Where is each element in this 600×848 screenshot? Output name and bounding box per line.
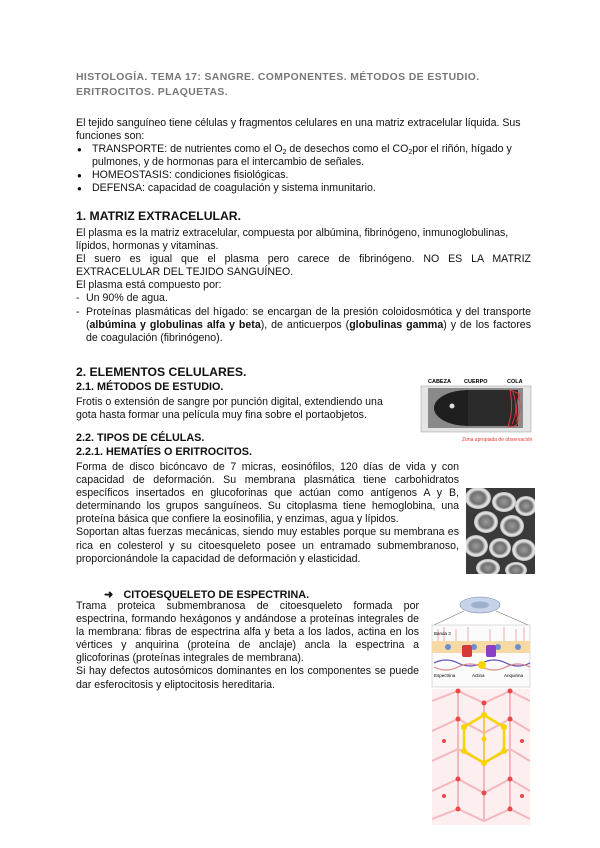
item-text: ), de anticuerpos ( <box>260 318 350 331</box>
header-line-1: HISTOLOGÍA. TEMA 17: SANGRE. COMPONENTES. MÉTODOS DE ESTUDIO. <box>76 72 480 83</box>
bold-term: globulinas gamma <box>349 318 444 331</box>
subscript: 2 <box>282 149 287 157</box>
paragraph: El suero es igual que el plasma pero carece de fibrinógeno. NO ES LA MATRIZ EXTRACELULAR DEL TEJIDO SANGUÍNEO. <box>76 253 531 279</box>
erythrocyte-illustration <box>466 488 535 574</box>
paragraph: El plasma está compuesto por: <box>76 279 222 292</box>
bullet-text: TRANSPORTE: de nutrientes como el O <box>92 143 283 156</box>
paragraph: Trama proteica submembranosa de citoesqueleto formada por espectrina, formando hexágonos y andándose a proteínas integrales de la membrana: fibras de espectrina alfa y beta a los lados, actina en los vértices y anquirina (proteína de anclaje) ancla la espectrina a glicoforinas (proteínas integrales de membrana). <box>76 600 419 665</box>
label-body: CUERPO <box>464 379 488 385</box>
blood-smear-figure <box>418 374 534 444</box>
paragraph: Si hay defectos autosómicos dominantes en los componentes se puede dar esferocitosis y eliptocitosis hereditaria. <box>76 665 419 691</box>
paragraph-eritrocitos-a <box>76 461 531 601</box>
functions-list <box>76 143 531 195</box>
section-matriz <box>76 209 531 345</box>
label-band3: Banda 3 <box>434 631 451 636</box>
intro-section <box>76 117 531 196</box>
label-actin: Actina <box>472 673 485 678</box>
list-item: ● DEFENSA: capacidad de coagulación y sistema inmunitario. <box>76 182 531 195</box>
bold-term: albúmina y globulinas alfa y beta <box>89 318 261 331</box>
intro-paragraph: El tejido sanguíneo tiene células y fragmentos celulares en una matriz extracelular líquida. Sus funciones son: <box>76 117 521 143</box>
paragraph: Soportan altas fuerzas mecánicas, siendo muy estables porque su membrana es rica en colesterol y su citoesqueleto posee un entramado submembranoso, proporcionándole la capacidad de deformación y elasticidad. <box>76 526 459 565</box>
subsection-title: 2.1. MÉTODOS DE ESTUDIO. <box>76 381 224 393</box>
bullet-text: por el riñón, hígado y pulmones, y de hormonas para el intercambio de señales. <box>92 143 512 169</box>
label-ankyrin: Anquirina <box>504 673 524 678</box>
label-head: CABEZA <box>428 379 451 385</box>
spectrin-cytoskeleton-figure <box>428 591 534 825</box>
list-item: ● HOMEOSTASIS: condiciones fisiológicas. <box>76 169 531 182</box>
caption-observation-zone: Zona apropiada de observación <box>462 437 533 443</box>
label-tail: COLA <box>507 379 523 385</box>
subscript: 2 <box>408 149 413 157</box>
list-item: - Un 90% de agua. <box>76 292 531 305</box>
item-text: Proteínas plasmáticas del hígado: se encargan de la presión coloidosmótica y del transporte ( <box>86 305 531 331</box>
header-line-2: ERITROCITOS. PLAQUETAS. <box>76 87 228 98</box>
section-title: 1. MATRIZ EXTRACELULAR. <box>76 209 241 223</box>
item-text: ) y de los factores de coagulación (fibrinógeno). <box>86 318 531 344</box>
erythrocyte-sem-photo <box>466 488 535 574</box>
subsection-title: CITOESQUELETO DE ESPECTRINA. <box>123 589 310 601</box>
smear-illustration <box>418 374 534 444</box>
paragraph: Frotis o extensión de sangre por punción digital, extendiendo una gota hasta formar una película muy fina sobre el portaobjetos. <box>76 396 383 422</box>
paragraph: Forma de disco bicóncavo de 7 micras, eosinófilos, 120 días de vida y con capacidad de deformación. Su membrana plasmática tiene carbohidratos específicos insertados en glucoforinas que actúan como antígenos A y B, determinando los grupos sanguíneos. Su citoplasma tiene hemoglobina, una proteína básica que confiere la eosinofilia, y enzimas, agua y lípidos. <box>76 461 459 526</box>
arrow-right-icon: ➜ <box>104 589 114 601</box>
list-item <box>76 143 531 169</box>
subsection-title: 2.2.1. HEMATÍES O ERITROCITOS. <box>76 446 252 458</box>
document-header <box>76 70 536 100</box>
list-item <box>76 306 531 345</box>
subsection-title: 2.2. TIPOS DE CÉLULAS. <box>76 432 205 444</box>
label-spectrin: Espectrina <box>434 673 456 678</box>
bullet-text: de desechos como el CO <box>286 143 409 156</box>
section-title: 2. ELEMENTOS CELULARES. <box>76 365 247 379</box>
spectrin-section <box>76 600 419 692</box>
paragraph: El plasma es la matriz extracelular, compuesta por albúmina, fibrinógeno, inmunoglobulinas, lípidos, hormonas y vitaminas. <box>76 227 509 253</box>
spectrin-diagram <box>428 591 534 825</box>
